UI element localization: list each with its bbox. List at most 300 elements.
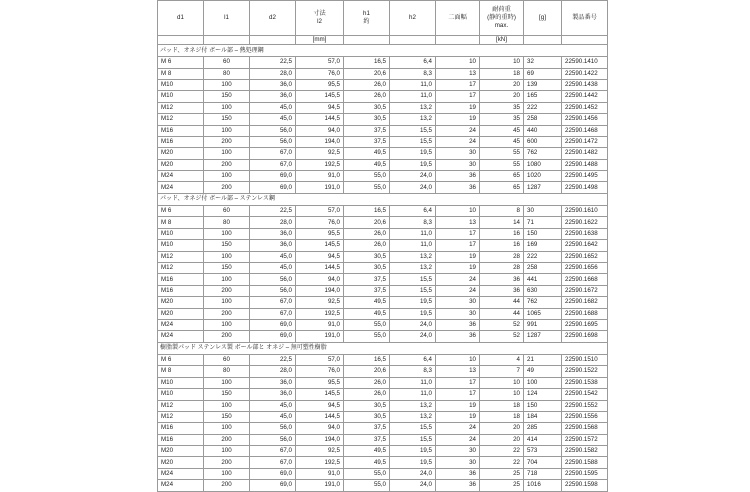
cell-weight: 1020 [524,171,562,182]
cell-load: 28 [480,263,524,274]
cell-l2: 91,0 [296,468,344,479]
cell-d1: M 8 [158,68,204,79]
cell-code: 22590.1488 [562,159,608,170]
cell-l2: 95,5 [296,377,344,388]
section-header-row [158,342,608,354]
cell-weight: 100 [524,377,562,388]
cell-h1: 49,5 [344,148,390,159]
cell-h1: 55,0 [344,468,390,479]
cell-weight: 32 [524,57,562,68]
cell-load: 45 [480,136,524,147]
table-row [158,91,608,102]
cell-d1: M12 [158,400,204,411]
cell-code: 22590.1556 [562,411,608,422]
header-row [158,1,608,36]
section-title: パッド、オネジ付 ボール部 – 熱処理鋼 [158,45,608,57]
header-d1 [158,1,204,36]
cell-h2: 11,0 [390,389,436,400]
cell-d2: 22,5 [250,206,296,217]
cell-h2: 13,2 [390,263,436,274]
cell-l2: 57,0 [296,354,344,365]
cell-width-across: 30 [436,159,480,170]
cell-d2: 36,0 [250,91,296,102]
cell-weight: 630 [524,285,562,296]
header-h2-label: h2 [409,14,416,22]
cell-h1: 55,0 [344,480,390,491]
table-row [158,285,608,296]
cell-load: 44 [480,297,524,308]
cell-d2: 36,0 [250,228,296,239]
cell-load: 16 [480,228,524,239]
cell-d1: M24 [158,468,204,479]
cell-width-across: 30 [436,308,480,319]
cell-code: 22590.1542 [562,389,608,400]
cell-code: 22590.1438 [562,79,608,90]
cell-h2: 15,5 [390,274,436,285]
cell-weight: 258 [524,114,562,125]
cell-load: 10 [480,57,524,68]
cell-h2: 11,0 [390,79,436,90]
cell-weight: 150 [524,228,562,239]
cell-l1: 60 [204,57,250,68]
cell-l2: 194,0 [296,136,344,147]
cell-width-across: 36 [436,468,480,479]
cell-d2: 69,0 [250,319,296,330]
cell-width-across: 24 [436,423,480,434]
cell-d1: M10 [158,389,204,400]
cell-l1: 100 [204,102,250,113]
cell-load: 52 [480,331,524,342]
cell-d2: 67,0 [250,297,296,308]
cell-width-across: 19 [436,400,480,411]
cell-l1: 200 [204,331,250,342]
header-l2-line2: l2 [317,18,322,25]
cell-h2: 11,0 [390,228,436,239]
cell-width-across: 17 [436,228,480,239]
cell-code: 22590.1498 [562,182,608,193]
cell-load: 7 [480,366,524,377]
cell-weight: 1287 [524,331,562,342]
cell-h1: 37,5 [344,285,390,296]
cell-h1: 26,0 [344,228,390,239]
cell-d2: 36,0 [250,79,296,90]
cell-l2: 94,0 [296,125,344,136]
section-title: 樹脂製パッド ステンレス製 ボール部と オネジ – 無可塑性樹脂 [158,342,608,354]
cell-d1: M16 [158,274,204,285]
cell-l1: 200 [204,457,250,468]
header-h2 [390,1,436,36]
cell-code: 22590.1410 [562,57,608,68]
cell-l1: 150 [204,240,250,251]
cell-code: 22590.1582 [562,446,608,457]
table-row [158,389,608,400]
cell-d1: M20 [158,297,204,308]
cell-width-across: 17 [436,79,480,90]
cell-d1: M10 [158,377,204,388]
cell-code: 22590.1698 [562,331,608,342]
cell-h2: 15,5 [390,285,436,296]
cell-d2: 45,0 [250,400,296,411]
cell-load: 20 [480,434,524,445]
cell-l2: 94,5 [296,400,344,411]
cell-load: 65 [480,171,524,182]
cell-load: 22 [480,446,524,457]
table-row [158,263,608,274]
cell-weight: 573 [524,446,562,457]
cell-l2: 145,5 [296,91,344,102]
cell-l2: 92,5 [296,297,344,308]
cell-d1: M20 [158,308,204,319]
cell-weight: 1287 [524,182,562,193]
cell-h1: 16,5 [344,354,390,365]
cell-width-across: 24 [436,434,480,445]
table-row [158,366,608,377]
header-d2-label: d2 [269,14,276,22]
cell-h2: 24,0 [390,319,436,330]
cell-h1: 30,5 [344,263,390,274]
cell-l2: 95,5 [296,79,344,90]
cell-d1: M 6 [158,57,204,68]
cell-l2: 91,0 [296,171,344,182]
cell-load: 10 [480,389,524,400]
cell-l1: 200 [204,159,250,170]
cell-l1: 200 [204,182,250,193]
cell-weight: 440 [524,125,562,136]
cell-code: 22590.1495 [562,171,608,182]
cell-weight: 30 [524,206,562,217]
cell-l1: 100 [204,251,250,262]
table-row [158,411,608,422]
spec-table [157,0,608,492]
header-l1-label: l1 [224,14,229,22]
cell-load: 20 [480,423,524,434]
units-row [158,36,608,45]
cell-l2: 57,0 [296,57,344,68]
cell-l1: 100 [204,274,250,285]
cell-weight: 1080 [524,159,562,170]
table-row [158,251,608,262]
cell-h1: 26,0 [344,91,390,102]
cell-h1: 55,0 [344,182,390,193]
cell-l1: 200 [204,285,250,296]
cell-h1: 20,6 [344,68,390,79]
cell-d2: 69,0 [250,480,296,491]
cell-h1: 26,0 [344,240,390,251]
cell-d1: M 8 [158,366,204,377]
cell-d2: 45,0 [250,263,296,274]
cell-width-across: 10 [436,354,480,365]
cell-code: 22590.1656 [562,263,608,274]
cell-code: 22590.1482 [562,148,608,159]
cell-code: 22590.1695 [562,319,608,330]
cell-h1: 30,5 [344,400,390,411]
cell-d1: M12 [158,411,204,422]
cell-width-across: 13 [436,217,480,228]
cell-code: 22590.1538 [562,377,608,388]
cell-h2: 19,5 [390,446,436,457]
cell-l2: 192,5 [296,308,344,319]
cell-h1: 16,5 [344,57,390,68]
cell-weight: 414 [524,434,562,445]
cell-d2: 67,0 [250,446,296,457]
cell-code: 22590.1422 [562,68,608,79]
cell-width-across: 17 [436,91,480,102]
cell-l2: 145,5 [296,389,344,400]
unit-cell [524,36,562,45]
cell-h2: 15,5 [390,125,436,136]
cell-h2: 11,0 [390,240,436,251]
cell-h1: 30,5 [344,102,390,113]
table-row [158,159,608,170]
cell-load: 36 [480,285,524,296]
cell-h2: 6,4 [390,57,436,68]
cell-load: 55 [480,159,524,170]
cell-l1: 100 [204,400,250,411]
cell-code: 22590.1672 [562,285,608,296]
cell-h1: 49,5 [344,446,390,457]
cell-h2: 8,3 [390,68,436,79]
cell-d2: 28,0 [250,366,296,377]
table-row [158,308,608,319]
cell-h2: 19,5 [390,159,436,170]
table-row [158,136,608,147]
cell-l1: 100 [204,377,250,388]
cell-l1: 150 [204,389,250,400]
cell-code: 22590.1688 [562,308,608,319]
cell-weight: 762 [524,297,562,308]
cell-weight: 222 [524,251,562,262]
cell-h2: 6,4 [390,206,436,217]
cell-width-across: 30 [436,297,480,308]
cell-l1: 100 [204,228,250,239]
cell-code: 22590.1642 [562,240,608,251]
cell-width-across: 19 [436,114,480,125]
cell-d1: M10 [158,240,204,251]
cell-weight: 150 [524,400,562,411]
table-row [158,68,608,79]
cell-h1: 20,6 [344,366,390,377]
table-row [158,125,608,136]
cell-code: 22590.1552 [562,400,608,411]
cell-l2: 194,0 [296,434,344,445]
cell-h2: 13,2 [390,102,436,113]
cell-l1: 100 [204,319,250,330]
cell-l2: 94,0 [296,274,344,285]
cell-d1: M20 [158,446,204,457]
cell-weight: 704 [524,457,562,468]
cell-weight: 441 [524,274,562,285]
cell-d2: 36,0 [250,389,296,400]
cell-h2: 13,2 [390,411,436,422]
table-row [158,148,608,159]
cell-weight: 1065 [524,308,562,319]
table-row [158,331,608,342]
table-row [158,240,608,251]
cell-load: 16 [480,240,524,251]
cell-l1: 100 [204,148,250,159]
cell-l1: 150 [204,411,250,422]
cell-width-across: 17 [436,240,480,251]
cell-d1: M24 [158,331,204,342]
cell-h2: 19,5 [390,457,436,468]
cell-l1: 100 [204,446,250,457]
cell-d1: M24 [158,319,204,330]
cell-width-across: 10 [436,57,480,68]
cell-load: 25 [480,468,524,479]
cell-l1: 150 [204,114,250,125]
cell-d1: M16 [158,136,204,147]
cell-width-across: 24 [436,285,480,296]
cell-h1: 37,5 [344,434,390,445]
cell-d1: M 8 [158,217,204,228]
table-row [158,377,608,388]
cell-h1: 55,0 [344,171,390,182]
cell-weight: 1016 [524,480,562,491]
cell-l2: 92,5 [296,148,344,159]
cell-h2: 24,0 [390,182,436,193]
unit-cell [158,36,204,45]
cell-h1: 55,0 [344,319,390,330]
table-row [158,102,608,113]
cell-load: 20 [480,91,524,102]
section-header-row [158,193,608,205]
cell-h2: 24,0 [390,468,436,479]
cell-code: 22590.1595 [562,468,608,479]
cell-l2: 94,0 [296,423,344,434]
header-h1-line2: 約 [363,18,370,25]
cell-load: 44 [480,308,524,319]
cell-code: 22590.1622 [562,217,608,228]
cell-width-across: 13 [436,366,480,377]
cell-d2: 67,0 [250,308,296,319]
cell-width-across: 19 [436,251,480,262]
header-h1-line1: h1 [363,10,370,18]
cell-code: 22590.1572 [562,434,608,445]
cell-weight: 184 [524,411,562,422]
cell-d1: M10 [158,79,204,90]
cell-load: 20 [480,79,524,90]
cell-d2: 69,0 [250,182,296,193]
cell-h1: 49,5 [344,308,390,319]
cell-h1: 37,5 [344,125,390,136]
table-row [158,217,608,228]
cell-l1: 80 [204,366,250,377]
cell-l2: 94,5 [296,251,344,262]
cell-h2: 19,5 [390,308,436,319]
cell-code: 22590.1510 [562,354,608,365]
cell-l2: 92,5 [296,446,344,457]
cell-l2: 57,0 [296,206,344,217]
cell-l2: 76,0 [296,68,344,79]
header-load-line3: max. [494,21,509,29]
cell-l2: 144,5 [296,411,344,422]
cell-d1: M12 [158,114,204,125]
table-row [158,319,608,330]
cell-d2: 56,0 [250,423,296,434]
cell-l1: 200 [204,480,250,491]
table-row [158,57,608,68]
cell-d2: 67,0 [250,457,296,468]
cell-d1: M12 [158,102,204,113]
cell-width-across: 24 [436,274,480,285]
header-weight [524,1,562,36]
cell-h2: 11,0 [390,377,436,388]
header-width-across [436,1,480,36]
cell-l2: 76,0 [296,366,344,377]
header-code-label: 製品番号 [572,14,597,22]
cell-load: 35 [480,114,524,125]
unit-cell [562,36,608,45]
cell-h2: 11,0 [390,91,436,102]
cell-width-across: 36 [436,182,480,193]
cell-width-across: 10 [436,206,480,217]
cell-weight: 718 [524,468,562,479]
cell-h1: 49,5 [344,297,390,308]
cell-h1: 37,5 [344,274,390,285]
cell-code: 22590.1456 [562,114,608,125]
cell-l2: 144,5 [296,114,344,125]
cell-l2: 145,5 [296,240,344,251]
table-body [158,45,608,492]
cell-h1: 55,0 [344,331,390,342]
cell-d1: M16 [158,125,204,136]
cell-code: 22590.1638 [562,228,608,239]
cell-d1: M12 [158,251,204,262]
header-load-line1: 耐荷重 [492,6,511,14]
cell-width-across: 24 [436,125,480,136]
cell-code: 22590.1652 [562,251,608,262]
cell-load: 28 [480,251,524,262]
cell-code: 22590.1668 [562,274,608,285]
table-row [158,457,608,468]
cell-h2: 13,2 [390,251,436,262]
cell-d1: M 6 [158,206,204,217]
cell-d2: 69,0 [250,331,296,342]
table-row [158,446,608,457]
cell-h1: 49,5 [344,457,390,468]
cell-weight: 21 [524,354,562,365]
cell-load: 52 [480,319,524,330]
cell-code: 22590.1610 [562,206,608,217]
cell-l1: 80 [204,68,250,79]
cell-h2: 19,5 [390,148,436,159]
cell-width-across: 17 [436,377,480,388]
header-l2-line1: 寸法 [313,10,326,18]
unit-kn: [kN] [480,36,524,45]
cell-l1: 100 [204,171,250,182]
cell-code: 22590.1452 [562,102,608,113]
cell-l2: 194,0 [296,285,344,296]
cell-l1: 200 [204,434,250,445]
cell-d2: 56,0 [250,125,296,136]
unit-cell [436,36,480,45]
cell-l1: 60 [204,206,250,217]
cell-h1: 30,5 [344,114,390,125]
cell-l1: 100 [204,468,250,479]
header-code [562,1,608,36]
header-load [480,1,524,36]
section-header-row [158,45,608,57]
cell-h2: 24,0 [390,171,436,182]
cell-l1: 200 [204,136,250,147]
cell-width-across: 19 [436,102,480,113]
cell-l2: 192,5 [296,159,344,170]
cell-d2: 22,5 [250,57,296,68]
cell-load: 8 [480,206,524,217]
cell-d2: 56,0 [250,285,296,296]
cell-load: 55 [480,148,524,159]
cell-load: 10 [480,377,524,388]
